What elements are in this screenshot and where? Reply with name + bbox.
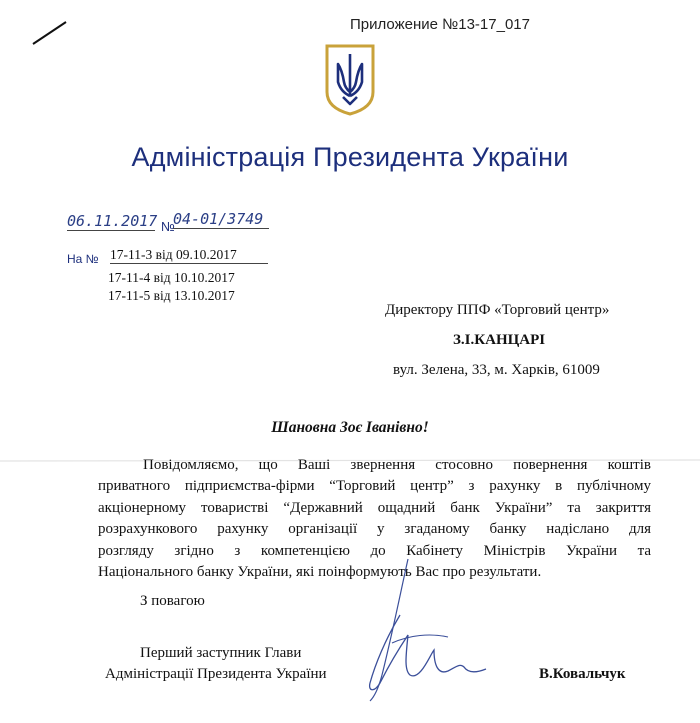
handwritten-signature bbox=[330, 555, 530, 705]
addressee-role: Директору ППФ «Торговий центр» bbox=[385, 302, 610, 318]
reference-item: 17-11-5 від 13.10.2017 bbox=[108, 288, 235, 303]
trident-emblem-icon bbox=[323, 42, 377, 116]
body-line: Повідомляємо, що Ваші звернення стосовно повернення коштів bbox=[143, 457, 651, 473]
salutation: Шановна Зоє Іванівно! bbox=[271, 419, 429, 436]
signer-position-line2: Адміністрації Президента України bbox=[105, 666, 327, 682]
outgoing-number: 04-01/3749 bbox=[173, 210, 269, 229]
number-sign: № bbox=[161, 219, 175, 234]
body-line: розгляду згідно з компетенцією до Кабінету Міністрів України та bbox=[98, 542, 651, 559]
signer-position-line1: Перший заступник Глави bbox=[140, 645, 302, 661]
pen-stroke-mark bbox=[30, 18, 70, 48]
addressee-name: З.І.КАНЦАРІ bbox=[453, 332, 546, 348]
appendix-label: Приложение №13-17_017 bbox=[350, 16, 530, 33]
outgoing-date: 06.11.2017 bbox=[67, 212, 158, 230]
reference-item: 17-11-4 від 10.10.2017 bbox=[108, 270, 235, 285]
body-line: приватного підприємства-фірми “Торговий центр” з рахунку в публічному bbox=[98, 478, 651, 495]
body-line: Національного банку України, які поінформують Вас про результати. bbox=[98, 563, 542, 580]
addressee-address: вул. Зелена, 33, м. Харків, 61009 bbox=[393, 362, 600, 378]
signer-name: В.Ковальчук bbox=[539, 666, 626, 682]
body-line: розрахункового рахунку організації у згаданому банку надіслано для bbox=[98, 521, 651, 538]
body-line: акціонерному товаристві “Державний ощадний банк України” та закриття bbox=[98, 499, 651, 516]
regards: З повагою bbox=[140, 593, 205, 609]
in-reply-label: На № bbox=[67, 252, 99, 266]
reference-item: 17-11-3 від 09.10.2017 bbox=[110, 247, 268, 264]
organization-title: Адміністрація Президента України bbox=[131, 142, 569, 172]
